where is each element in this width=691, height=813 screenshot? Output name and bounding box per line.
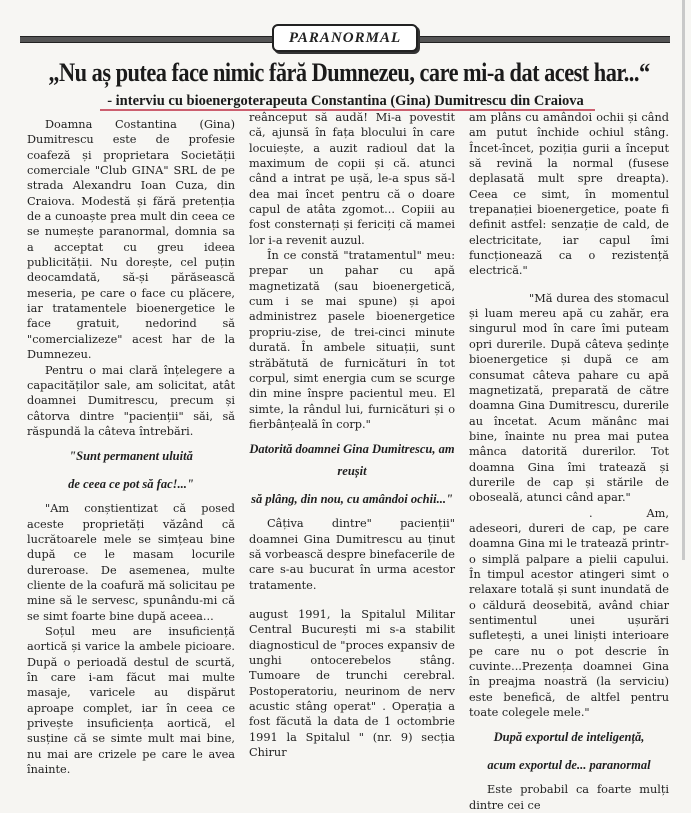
paragraph: "Am conștientizat că posed aceste proprietăți văzând că lucrătoarele mele se simțeau bine după ce le masam locurile dureroase. De asemenea, multe cliente de la coafură mă solicitau pe mine să le servesc, spunându-mi că se simt foarte bine după aceea... [27, 502, 235, 623]
section-subtitle: După exportul de inteligență, [493, 730, 645, 745]
article-column-3 [469, 110, 669, 813]
paragraph: reânceput să audă! Mi-a povestit că, ajunsă în fața blocului în care locuiește, a auzit radioul dat la maximum de copii și că. atunci când a intrat pe ușă, le-a spus să-l dea mai încet pentru că o doare capul de atâta zgomot... Copiii au fost consternați și fericiți că mamei lor i-a revenit auzul. [249, 111, 455, 247]
section-subtitle: de ceea ce pot să fac!..." [68, 477, 194, 492]
paragraph: Pentru o mai clară înțelegere a capacităților sale, am solicitat, atât doamnei Dumitrescu, precum și câtorva dintre "pacienții" săi, să răspundă la câteva întrebări. [27, 363, 235, 438]
section-subtitle: "Sunt permanent uluită [69, 449, 193, 464]
section-subtitle: Datorită doamnei Gina Dumitrescu, am reușit [249, 442, 455, 479]
section-tag: PARANORMAL [272, 24, 418, 52]
article-column-1 [27, 117, 235, 777]
paragraph: Doamna Costantina (Gina) Dumitrescu este de profesie coafeză și proprietara Societății comerciale "Club GINA" SRL de pe strada Alexandru Ioan Cuza, din Craiova. Modestă și fără pretenția de a cunoaște prea mult din ceea ce se numește paranormal, domnia sa a acceptat cu greu ideea publicității. Nu dorește, cel puțin deocamdată, să-și părăsească meseria, pe care o face cu plăcere, iar tratamentele bioenergetice le face gratuit, nedorind să "comercializeze" acest har de la Dumnezeu. [27, 118, 235, 362]
paragraph: Soțul meu are insuficiență aortică și varice la ambele picioare. După o perioadă destul de scurtă, în care i-am făcut mai multe masaje, varicele au dispărut aproape complet, iar în ceea ce privește insuficiența aortică, el susține că se simte mult mai bine, nu mai are crizele pe care le avea înainte. [27, 624, 235, 777]
paragraph: "Mă durea des stomacul și luam mereu apă cu zahăr, era singurul mod în care îmi puteam opri durerile. După câteva ședințe bioenergetice și după ce am consumat câteva pahare cu apă magnetizată, preparată de către doamna Gina Dumitrescu, durerile au încetat. Acum mănânc mai bine, înainte nu prea mai putea mânca datorită durerilor. Tot doamna Gina îmi tratează și durerile de cap și stările de oboseală, atunci când apar." [469, 291, 669, 505]
paragraph: . Am, adeseori, dureri de cap, pe care doamna Gina mi le tratează printr-o simplă palpare a pielii capului. În timpul acestor atingeri simt o relaxare totală și sunt inundată de o căldură deosebită, având chiar sentimentul unei ușurări sufletești, a unei liniști interioare pe care nu o pot descrie în cuvinte...Prezența doamnei Gina în preajma noastră (la serviciu) este benefică, de altfel pentru toate colegele mele." [469, 506, 669, 720]
article-column-2 [249, 110, 455, 760]
section-subtitle: să plâng, din nou, cu amândoi ochii..." [251, 492, 453, 507]
header-rule-left [20, 36, 272, 43]
paragraph: Câțiva dintre" pacienții" doamnei Gina Dumitrescu au ținut să vorbească despre binefacerile de care s-au bucurat în urma acestor tratamente. [249, 517, 455, 592]
section-subtitle: acum exportul de... paranormal [487, 758, 651, 773]
paragraph: În ce constă "tratamentul" meu: prepar un pahar cu apă magnetizată (sau bioenergetică, cum i se mai spune) și apoi administrez pasele bioenergetice propriu-zise, de trei-cinci minute durată. În ambele situații, sunt străbătută de furnicături în tot corpul, simt energia cum se scurge din mine înspre pacientul meu. El simte, la rândul lui, furnicături și o fierbânțeală în corp." [249, 249, 455, 431]
header-rule-right [418, 36, 670, 43]
article-subheadline: - interviu cu bioenergoterapeuta Constantina (Gina) Dumitrescu din Craiova [107, 93, 584, 109]
paragraph: Este probabil ca foarte mulți dintre cei ce [469, 783, 669, 812]
page-edge-shadow [682, 0, 685, 560]
paragraph: august 1991, la Spitalul Militar Central București mi s-a stabilit diagnosticul de "proces expansiv de unghi ontocerebelos stâng. Tumoare de trunchi cerebral. Postoperatoriu, neurinom de nerv acustic stâng operat" . Operația a fost făcută la data de 1 octombrie 1991 la Spitalul " (nr. 9) secția Chirur [249, 607, 455, 760]
article-headline: „Nu aș putea face nimic fără Dumnezeu, care mi-a dat acest har...“ [48, 58, 650, 87]
paragraph: am plâns cu amândoi ochii și când am putut închide ochiul stâng. Încet-încet, poziția gurii a început să revină la normal (fusese deplasată mult spre dreapta). Ceea ce simt, în momentul trepanației bioenergetice, poate fi definit astfel: senzație de cald, de electricitate, iar capul îmi funcționează ca o rezistență electrică." [469, 111, 669, 278]
